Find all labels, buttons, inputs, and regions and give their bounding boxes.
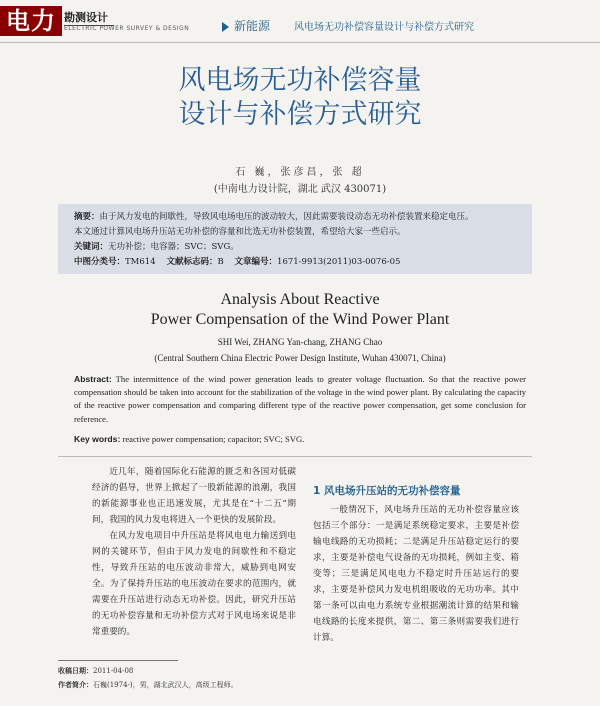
authors-cn: 石 巍，张彦昌，张 超 [235, 167, 365, 178]
clc-value: TM614 [125, 257, 156, 267]
affiliation-en: (Central Southern China Electric Power Design Institute, Wuhan 430071, China) [154, 353, 446, 363]
journal-logo: 电力 [0, 6, 62, 36]
abstract-en-text: The intermittence of the wind power generation leads to greater voltage fluctuation. So that the reactive power compensation should be taken into account for the stabilization of the voltage in the wind power plant. By calculating the capacity of the reactive power compensation and comparing different type of the reactive power compensation, get some conclusion for reference. [74, 374, 526, 424]
abstract-cn-label: 摘要： [74, 212, 100, 222]
keywords-en-label: Key words: [74, 434, 121, 444]
journal-name: 勘测设计 [64, 9, 114, 26]
author-bio-value: 石巍(1974-)，男，湖北武汉人，高级工程师。 [93, 681, 238, 689]
paper-title-en-line: Analysis About Reactive [220, 291, 380, 308]
abstract-cn-line: 本文通过计算风电场升压站无功补偿的容量和比选无功补偿装置，希望给大家一些启示。 [74, 227, 406, 237]
affiliation-cn: (中南电力设计院，湖北 武汉 430071) [213, 184, 387, 195]
body-column-left [92, 464, 296, 640]
doc-code-label: 文献标志码： [166, 257, 218, 267]
clc-label: 中图分类号： [74, 257, 126, 267]
abstract-en [74, 373, 526, 426]
abstract-en-label: Abstract: [74, 374, 112, 384]
author-bio [58, 680, 238, 690]
section-label: 新能源 [234, 19, 271, 33]
received-value: 2011-04-08 [93, 667, 134, 675]
footnote-divider [58, 660, 178, 661]
article-no-value: 1671-9913(2011)03-0076-05 [277, 257, 401, 267]
keywords-en-text: reactive power compensation; capacitor; SVC; SVG. [122, 434, 305, 444]
paper-title-en [0, 290, 600, 330]
classification-line [74, 255, 400, 267]
paper-title-cn-line: 风电场无功补偿容量 [178, 65, 422, 96]
keywords-cn-text: 无功补偿；电容器；SVC；SVG。 [108, 242, 239, 252]
paper-title-en-line: Power Compensation of the Wind Power Plant [150, 311, 450, 328]
paper-title-cn-line: 设计与补偿方式研究 [178, 99, 422, 130]
section-divider [58, 456, 532, 457]
authors-en: SHI Wei, ZHANG Yan-chang, ZHANG Chao [217, 337, 383, 347]
keywords-cn-label: 关键词： [74, 242, 109, 252]
body-column-right [313, 502, 519, 646]
body-paragraph: 在风力发电项目中升压站是将风电电力输送到电网的关键环节，但由于风力发电的间歇性和不稳定性，导致升压站的电压波动非常大，威胁到电网安全。为了保持升压站的电压波动在要求的范围内，就需要在升压站进行动态无功补偿。因此，研究升压站的无功补偿容量和无功补偿方式对于风电场来说是非常重要的。 [92, 531, 296, 637]
article-no-label: 文章编号： [234, 257, 278, 267]
paper-title-cn [0, 64, 600, 132]
keywords-cn [74, 240, 239, 252]
body-paragraph: 近几年，随着国际化石能源的匮乏和各国对低碳经济的倡导，世界上掀起了一股新能源的浪潮，我国的新能源事业也正迅速发展，尤其是在“十二五”期间，我国的风力发电将进入一个更快的发展阶段。 [92, 467, 296, 525]
abstract-cn-text: 由于风力发电的间歇性，导致风电场电压的波动较大，因此需要装设动态无功补偿装置来稳定电压。 [99, 212, 474, 222]
body-paragraph: 一般情况下，风电场升压站的无功补偿容量应该包括三个部分：一是满足系统稳定要求，主要是补偿输电线路的无功损耗；二是满足升压站稳定运行的要求，主要是补偿电气设备的无功损耗，例如主变、箱变等；三是满足风电电力不稳定时升压站运行的要求，主要是补偿风力发电机组吸收的无功功率。其中第一条可以由电力系统专业根据潮流计算的结果和输电线路的长度来提供，第二、第三条则需要我们进行计算。 [313, 505, 519, 643]
abstract-cn-line [74, 210, 474, 222]
doc-code-value: B [217, 257, 224, 267]
arrow-right-icon [222, 22, 229, 32]
header-divider [0, 42, 600, 43]
received-label: 收稿日期： [58, 667, 93, 675]
author-bio-label: 作者简介： [58, 681, 93, 689]
running-title: 风电场无功补偿容量设计与补偿方式研究 [294, 22, 474, 33]
keywords-en [74, 434, 526, 444]
received-date [58, 666, 133, 676]
section-heading: 1 风电场升压站的无功补偿容量 [313, 485, 461, 497]
journal-name-en: ELECTRIC POWER SURVEY & DESIGN [64, 25, 190, 32]
